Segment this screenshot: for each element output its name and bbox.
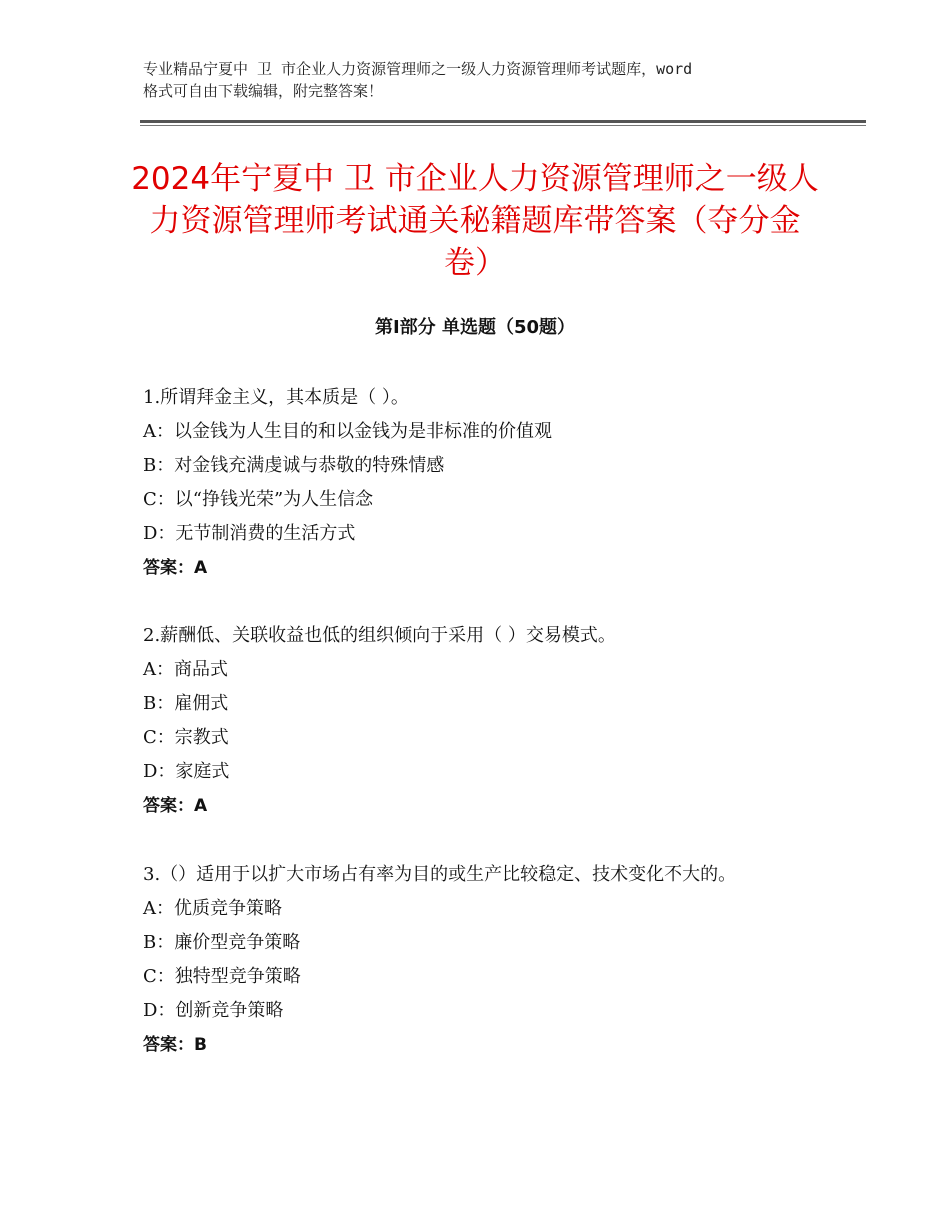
- question-stem: 1.所谓拜金主义，其本质是（ ）。: [143, 387, 409, 408]
- option-d: D：无节制消费的生活方式: [143, 523, 356, 544]
- document-title: 2024年宁夏中 卫 市企业人力资源管理师之一级人力资源管理师考试通关秘籍题库带答案（夺分金卷）: [131, 161, 819, 281]
- option-d: D：家庭式: [143, 761, 230, 782]
- header-note-line-2: 格式可自由下载编辑，附完整答案！: [143, 82, 384, 100]
- option-c: C：宗教式: [143, 727, 229, 748]
- section-title: 第Ⅰ部分 单选题（50题）: [374, 317, 575, 338]
- option-a: A：商品式: [143, 659, 228, 680]
- option-b: B：对金钱充满虔诚与恭敬的特殊情感: [143, 455, 445, 476]
- question-item: [143, 858, 823, 1062]
- question-stem: 3.（）适用于以扩大市场占有率为目的或生产比较稳定、技术变化不大的。: [143, 864, 737, 885]
- option-a: A：以金钱为人生目的和以金钱为是非标准的价值观: [143, 421, 552, 442]
- answer-label: 答案：A: [143, 796, 208, 816]
- question-item: [143, 619, 823, 823]
- header-rule-thick: [140, 120, 866, 123]
- option-d: D：创新竞争策略: [143, 1000, 284, 1021]
- answer-label: 答案：B: [143, 1035, 207, 1055]
- answer-label: 答案：A: [143, 558, 208, 578]
- header-note-line-1: 专业精品宁夏中 卫 市企业人力资源管理师之一级人力资源管理师考试题库，word: [143, 60, 693, 78]
- option-b: B：廉价型竞争策略: [143, 932, 301, 953]
- question-stem: 2.薪酬低、关联收益也低的组织倾向于采用（ ）交易模式。: [143, 625, 616, 646]
- option-c: C：以“挣钱光荣”为人生信念: [143, 489, 374, 510]
- option-c: C：独特型竞争策略: [143, 966, 301, 987]
- question-item: [143, 381, 823, 585]
- option-a: A：优质竞争策略: [143, 898, 282, 919]
- option-b: B：雇佣式: [143, 693, 229, 714]
- header-note: [143, 58, 833, 102]
- header-rule-thin: [140, 125, 866, 126]
